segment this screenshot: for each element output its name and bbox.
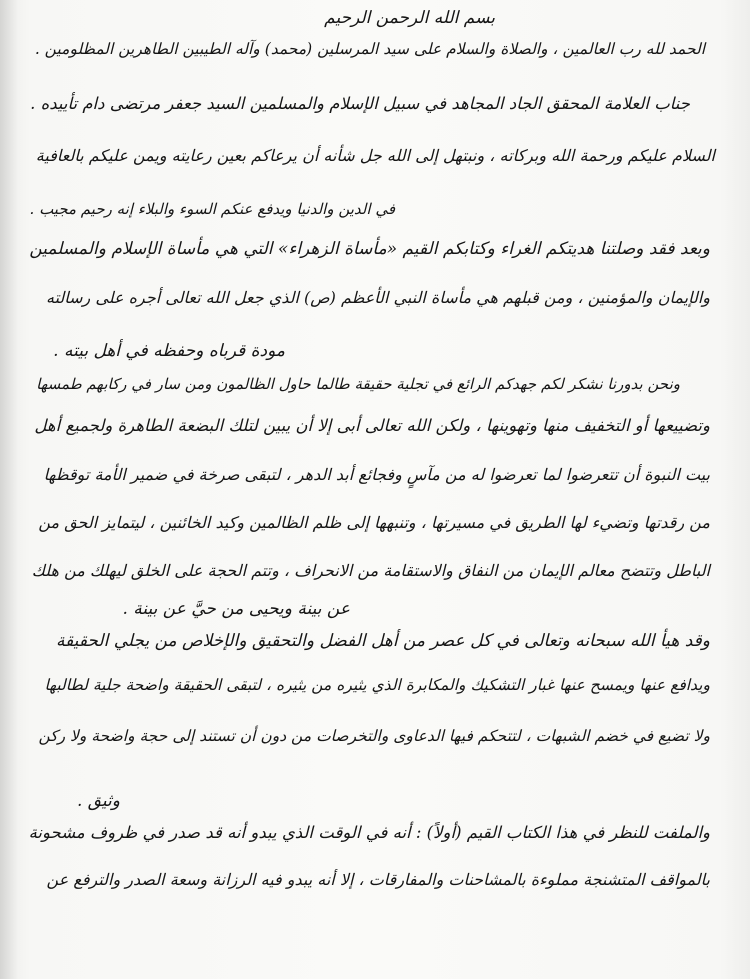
- page-binding-shadow: [0, 0, 18, 979]
- letter-line: ولا تضيع في خضم الشبهات ، لتتحكم فيها الدعاوى والتخرصات من دون أن تستند إلى حجة واضحة ولا ركن: [38, 727, 710, 745]
- letter-line: ويدافع عنها ويمسح عنها غبار التشكيك والمكابرة الذي يثيره من يثيره ، لتبقى الحقيقة واضحة جلية لطالبها: [44, 676, 710, 694]
- letter-line: في الدين والدنيا ويدفع عنكم السوء والبلاء إنه رحيم مجيب .: [29, 200, 395, 218]
- letter-line: الباطل وتتضح معالم الإيمان من النفاق والاستقامة من الانحراف ، وتتم الحجة على الخلق ليهلك من هلك: [31, 561, 710, 580]
- letter-line: وقد هيأ الله سبحانه وتعالى في كل عصر من أهل الفضل والتحقيق والإخلاص من يجلي الحقيقة: [55, 631, 710, 651]
- letter-line: من رقدتها وتضيء لها الطريق في مسيرتها ، وتنبهها إلى ظلم الظالمين وكيد الخائنين ، ليتمايز الحق من: [38, 513, 710, 532]
- letter-line: وبعد فقد وصلتنا هديتكم الغراء وكتابكم القيم «مأساة الزهراء» التي هي مأساة الإسلام والمسلمين: [29, 239, 710, 259]
- letter-line: ونحن بدورنا نشكر لكم جهدكم الرائع في تجلية حقيقة طالما حاول الظالمون ومن سار في ركابهم طمسها: [36, 375, 680, 393]
- letter-line: بيت النبوة أن تتعرضوا لما تعرضوا له من مآسٍ وفجائع أبد الدهر ، لتبقى صرخة في ضمير الأمة توقظها: [43, 465, 710, 484]
- letter-line: مودة قرباه وحفظه في أهل بيته .: [53, 341, 285, 361]
- letter-line: وتضييعها أو التخفيف منها وتهوينها ، ولكن الله تعالى أبى إلا أن يبين لتلك البضعة الطاهرة ولجميع أهل: [34, 416, 710, 435]
- letter-line: عن بينة ويحيى من حيَّ عن بينة .: [122, 599, 350, 619]
- letter-line: وثيق .: [76, 791, 120, 811]
- letter-line: الحمد لله رب العالمين ، والصلاة والسلام على سيد المرسلين (محمد) وآله الطيبين الطاهرين المظلومين .: [34, 40, 705, 58]
- letter-line: والملفت للنظر في هذا الكتاب القيم (أولاً) : أنه في الوقت الذي يبدو أنه قد صدر في ظروف مشحونة: [28, 823, 710, 842]
- letter-line: والإيمان والمؤمنين ، ومن قبلهم هي مأساة النبي الأعظم (ص) الذي جعل الله تعالى أجره على رسالته: [45, 288, 710, 307]
- letter-line: بالمواقف المتشنجة مملوءة بالمشاحنات والمفارقات ، إلا أنه يبدو فيه الرزانة وسعة الصدر والترفع عن: [46, 870, 710, 889]
- letter-line: السلام عليكم ورحمة الله وبركاته ، ونبتهل إلى الله جل شأنه أن يرعاكم بعين رعايته ويمن عليكم بالعافية: [35, 146, 715, 165]
- basmala-heading: بسم الله الرحمن الرحيم: [324, 8, 495, 28]
- letter-line: جناب العلامة المحقق الجاد المجاهد في سبيل الإسلام والمسلمين السيد جعفر مرتضى دام تأييده .: [30, 94, 690, 113]
